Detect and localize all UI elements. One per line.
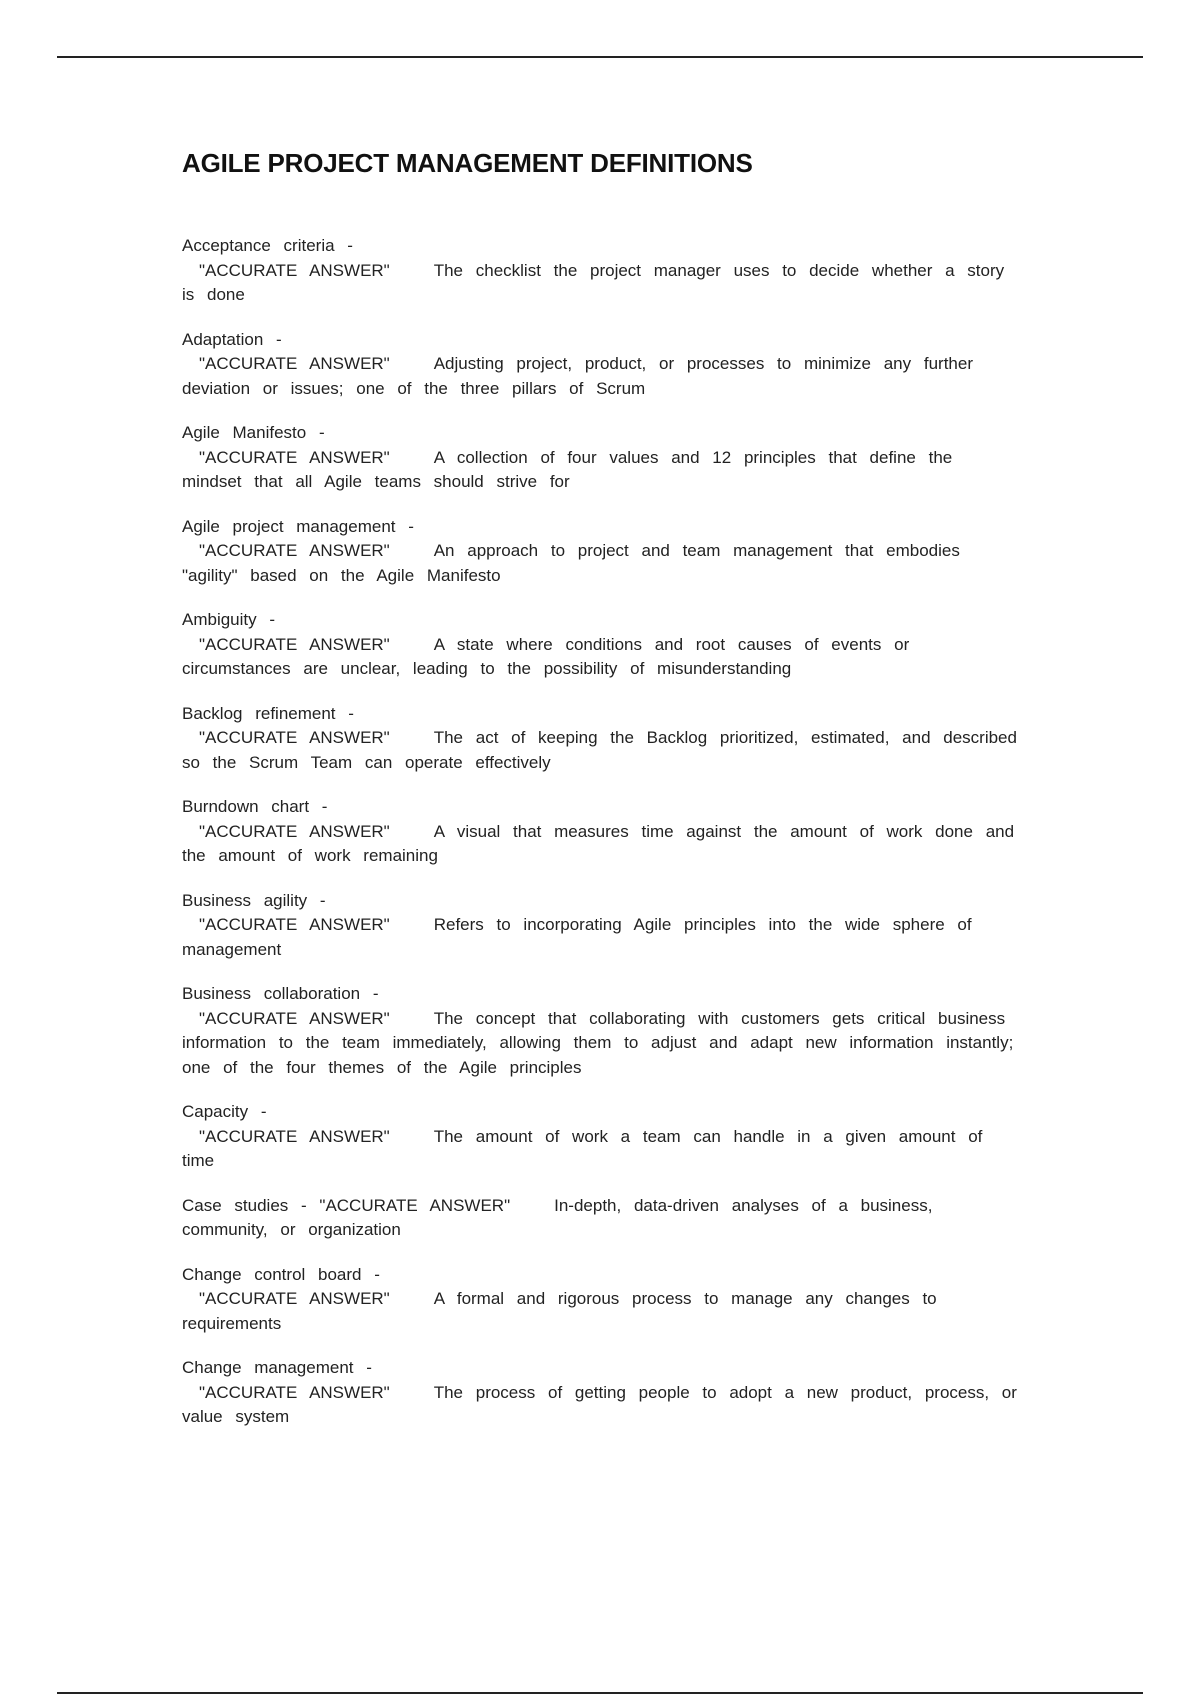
definition-text: A collection of four values and 12 principles that define the mindset that all Agile teams should strive for [182, 447, 953, 491]
definition-entry [182, 1263, 1020, 1337]
answer-label: "ACCURATE ANSWER" [199, 728, 390, 747]
answer-label: "ACCURATE ANSWER" [199, 634, 390, 654]
definition-entry [182, 328, 1020, 402]
definition-text: An approach to project and team management that embodies "agility" based on the Agile Manifesto [182, 541, 960, 585]
definition-text: Refers to incorporating Agile principles into the wide sphere of management [182, 915, 972, 959]
answer-label: "ACCURATE ANSWER" [199, 1382, 390, 1402]
definition-text: A formal and rigorous process to manage any changes to requirements [182, 1289, 937, 1333]
answer-label: "ACCURATE ANSWER" [199, 1289, 390, 1308]
document-title: AGILE PROJECT MANAGEMENT DEFINITIONS [182, 148, 753, 178]
definition-text: The act of keeping the Backlog prioritized, estimated, and described so the Scrum Team can operate effectively [182, 728, 1017, 772]
definition-text: The concept that collaborating with customers gets critical business information to the team immediately, allowing them to adjust and adapt new information instantly; one of the four themes of the Agile principles [182, 1008, 1014, 1077]
definition-term: Adaptation - [182, 329, 282, 349]
answer-label: "ACCURATE ANSWER" [199, 354, 390, 373]
definition-text: The checklist the project manager uses to decide whether a story is done [182, 260, 1005, 304]
answer-label: "ACCURATE ANSWER" [199, 1008, 390, 1028]
definition-term: Agile Manifesto - [182, 423, 325, 442]
definition-term: Ambiguity - [182, 610, 276, 629]
definition-term: Business agility - [182, 890, 326, 910]
answer-label: "ACCURATE ANSWER" [199, 447, 390, 467]
definition-text: Adjusting project, product, or processes to minimize any further deviation or issues; one of the three pillars of Scrum [182, 354, 973, 398]
definition-text: The process of getting people to adopt a new product, process, or value system [182, 1382, 1017, 1426]
definition-term: Business collaboration - [182, 984, 379, 1003]
definition-term: Change control board - [182, 1264, 380, 1284]
answer-label: "ACCURATE ANSWER" [199, 260, 390, 280]
definition-text: In-depth, data-driven analyses of a business, community, or organization [182, 1195, 933, 1239]
answer-label: "ACCURATE ANSWER" [199, 821, 390, 841]
definition-term: Capacity - [182, 1102, 267, 1121]
definition-list [182, 234, 1020, 1450]
definition-entry [182, 795, 1020, 869]
definition-term: Burndown chart - [182, 797, 328, 816]
definition-text: The amount of work a team can handle in a given amount of time [182, 1126, 983, 1170]
definition-text: A state where conditions and root causes of events or circumstances are unclear, leading to the possibility of misunderstanding [182, 634, 910, 678]
definition-term: Agile project management - [182, 516, 414, 536]
answer-label: "ACCURATE ANSWER" [199, 915, 390, 934]
definition-entry [182, 421, 1020, 495]
definition-entry [182, 1194, 1020, 1243]
definition-entry [182, 1356, 1020, 1430]
definition-entry [182, 515, 1020, 589]
definition-term: Backlog refinement - [182, 703, 354, 723]
definition-entry [182, 234, 1020, 308]
header-rule [57, 56, 1143, 58]
definition-entry [182, 982, 1020, 1080]
definition-term: Change management - [182, 1358, 372, 1377]
definition-entry [182, 608, 1020, 682]
definition-text: A visual that measures time against the amount of work done and the amount of work remaining [182, 821, 1015, 865]
footer-rule [57, 1692, 1143, 1694]
definition-entry [182, 889, 1020, 963]
answer-label: "ACCURATE ANSWER" [199, 541, 390, 560]
answer-label: "ACCURATE ANSWER" [319, 1195, 511, 1215]
definition-entry [182, 1100, 1020, 1174]
definition-entry [182, 702, 1020, 776]
definition-term: Case studies - [182, 1195, 307, 1215]
answer-label: "ACCURATE ANSWER" [199, 1126, 390, 1146]
definition-term: Acceptance criteria - [182, 236, 353, 255]
